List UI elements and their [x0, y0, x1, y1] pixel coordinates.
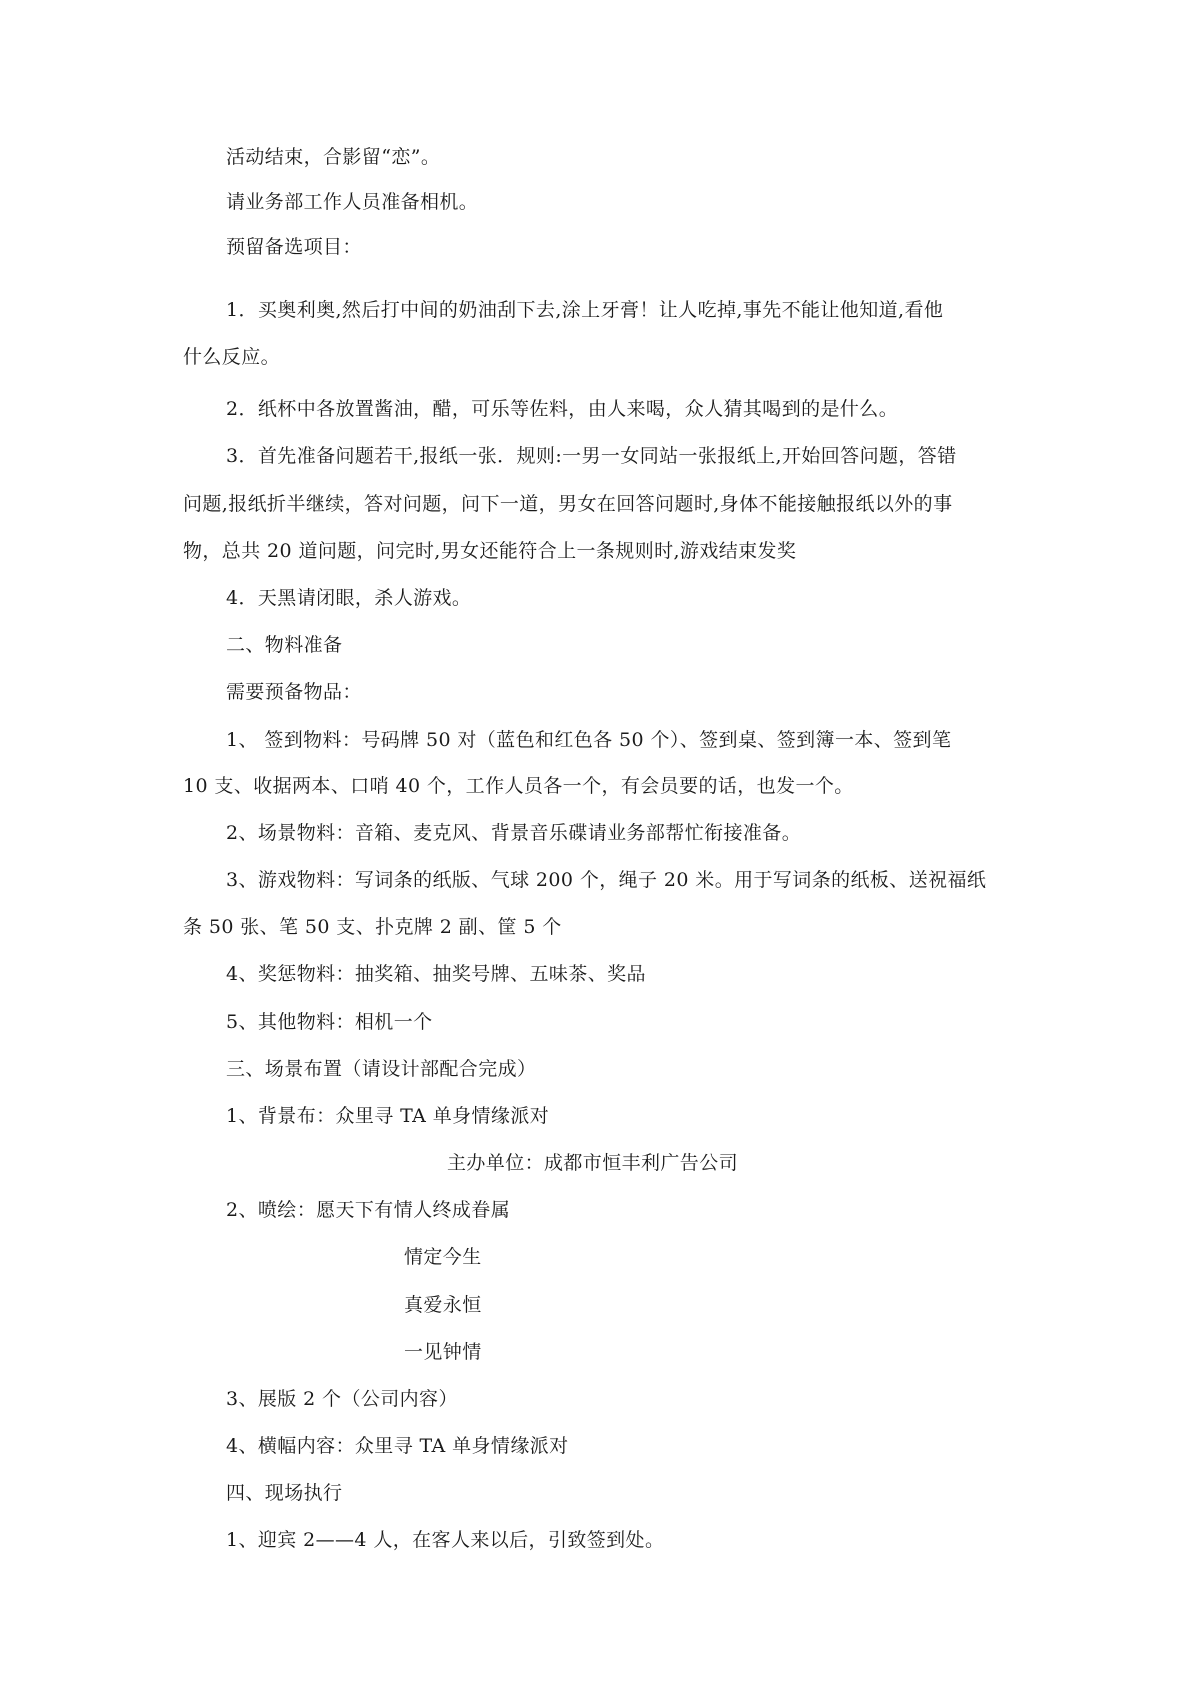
text-line: 2、喷绘：愿天下有情人终成眷属: [226, 1199, 511, 1221]
text-line: 4、横幅内容：众里寻 TA 单身情缘派对: [226, 1435, 569, 1457]
text-line: 活动结束，合影留“恋”。: [226, 146, 441, 168]
text-line: 真爱永恒: [404, 1294, 482, 1316]
text-line: 问题,报纸折半继续，答对问题，问下一道，男女在回答问题时,身体不能接触报纸以外的事: [183, 493, 953, 515]
text-line: 2．纸杯中各放置酱油，醋，可乐等佐料，由人来喝，众人猜其喝到的是什么。: [226, 398, 899, 420]
text-line: 4、奖惩物料：抽奖箱、抽奖号牌、五味茶、奖品: [226, 963, 646, 985]
text-line: 5、其他物料：相机一个: [226, 1011, 433, 1033]
text-line: 2、场景物料：音箱、麦克风、背景音乐碟请业务部帮忙衔接准备。: [226, 822, 802, 844]
text-line: 请业务部工作人员准备相机。: [226, 191, 479, 213]
text-line: 物，总共 20 道问题，问完时,男女还能符合上一条规则时,游戏结束发奖: [183, 540, 797, 562]
text-line: 3、展版 2 个（公司内容）: [226, 1388, 458, 1410]
text-line: 1、背景布：众里寻 TA 单身情缘派对: [226, 1105, 550, 1127]
text-line: 什么反应。: [183, 346, 281, 368]
text-line: 3．首先准备问题若干,报纸一张．规则:一男一女同站一张报纸上,开始回答问题，答错: [226, 445, 957, 467]
text-line: 1、 签到物料：号码牌 50 对（蓝色和红色各 50 个）、签到桌、签到簿一本、签到笔: [226, 729, 952, 751]
text-line: 条 50 张、笔 50 支、扑克牌 2 副、筐 5 个: [183, 916, 562, 938]
text-line: 3、游戏物料：写词条的纸版、气球 200 个，绳子 20 米。用于写词条的纸板、送祝福纸: [226, 869, 987, 891]
text-line: 10 支、收据两本、口哨 40 个，工作人员各一个，有会员要的话，也发一个。: [183, 775, 854, 797]
section-heading: 四、现场执行: [226, 1482, 343, 1504]
section-heading: 三、场景布置（请设计部配合完成）: [226, 1058, 537, 1080]
text-line: 需要预备物品：: [226, 681, 362, 703]
text-line: 预留备选项目：: [226, 236, 362, 258]
text-line: 主办单位：成都市恒丰利广告公司: [447, 1152, 739, 1174]
text-line: 1、迎宾 2——4 人，在客人来以后，引致签到处。: [226, 1529, 665, 1551]
text-line: 情定今生: [404, 1246, 482, 1268]
text-line: 一见钟情: [404, 1341, 482, 1363]
text-line: 1．买奥利奥,然后打中间的奶油刮下去,涂上牙膏！让人吃掉,事先不能让他知道,看他: [226, 299, 944, 321]
text-line: 4．天黑请闭眼，杀人游戏。: [226, 587, 472, 609]
section-heading: 二、物料准备: [226, 634, 343, 656]
